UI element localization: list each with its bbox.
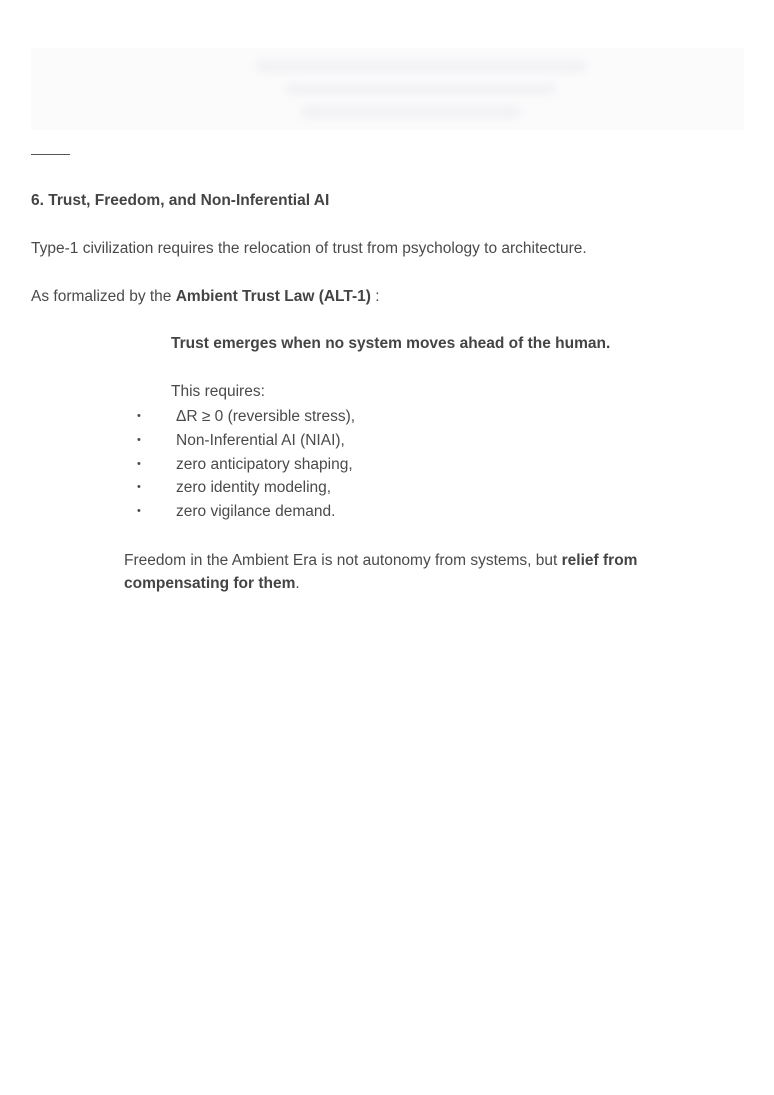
intro-paragraph: Type-1 civilization requires the relocation of trust from psychology to architecture.: [31, 240, 587, 257]
bullet-icon: •: [137, 457, 141, 470]
requirement-text: zero identity modeling,: [176, 479, 332, 497]
section-heading: 6. Trust, Freedom, and Non-Inferential AI: [31, 192, 330, 209]
formalized-paragraph: [31, 288, 380, 306]
formalized-suffix: :: [370, 288, 380, 305]
law-name: Ambient Trust Law (ALT-1): [175, 288, 371, 305]
conclusion-prefix: Freedom in the Ambient Era is not autonomy from systems, but: [124, 552, 562, 569]
requirement-text: zero vigilance demand.: [176, 503, 336, 521]
bullet-icon: •: [137, 433, 141, 446]
blurred-line: [286, 84, 556, 94]
bullet-icon: •: [137, 481, 141, 494]
requirement-text: ΔR ≥ 0 (reversible stress),: [176, 408, 356, 425]
blurred-line: [301, 106, 521, 118]
formalized-prefix: As formalized by the: [31, 288, 176, 305]
blurred-line: [256, 60, 586, 72]
bullet-icon: •: [137, 505, 141, 518]
requirement-text: Non-Inferential AI (NIAI),: [176, 431, 345, 449]
trust-principle: Trust emerges when no system moves ahead of the human.: [171, 335, 611, 352]
bullet-icon: •: [137, 410, 141, 422]
footnote-divider: [31, 154, 70, 155]
conclusion-suffix: .: [295, 575, 300, 592]
requirement-text: zero anticipatory shaping,: [176, 455, 353, 473]
conclusion-paragraph: [124, 549, 704, 595]
conclusion-emphasis: relief from compensating for them: [124, 552, 638, 592]
blurred-header-region: [31, 48, 744, 130]
requires-label: This requires:: [171, 383, 265, 400]
